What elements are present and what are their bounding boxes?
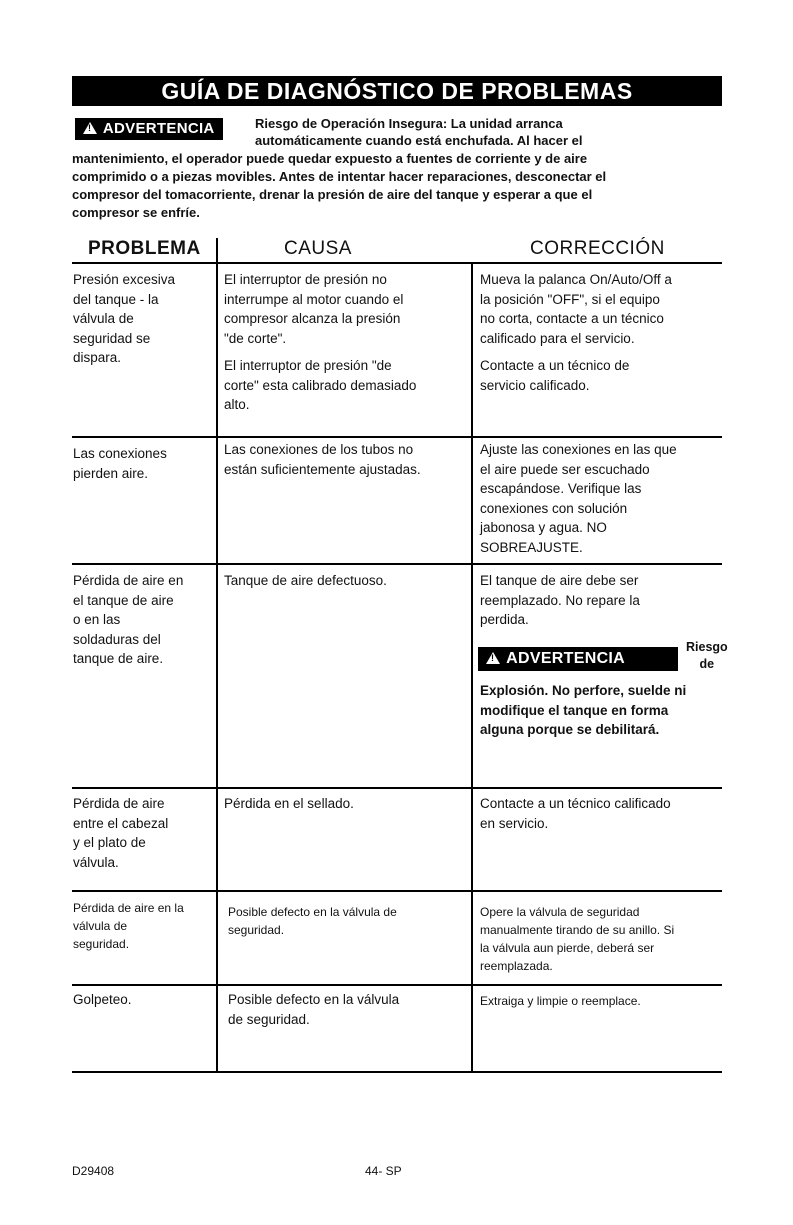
table-rule: [72, 436, 722, 438]
page-title: GUÍA DE DIAGNÓSTICO DE PROBLEMAS: [72, 76, 722, 106]
row5-cause: Posible defecto en la válvula de seguridad.: [228, 905, 397, 937]
warning-body: mantenimiento, el operador puede quedar expuesto a fuentes de corriente y de aire comprimido o a piezas movibles. Antes de intentar hacer reparaciones, desconectar el compresor del tomacorriente, drenar la presión de aire del tanque y esperar a que el compresor se enfríe.: [72, 151, 607, 220]
row2-problem: Las conexiones pierden aire.: [73, 446, 167, 481]
document-code: D29408: [72, 1164, 115, 1178]
row1-cause: El interruptor de presión no interrumpe al motor cuando el compresor alcanza la presión "de corte". El interruptor de presión "de corte" esta calibrado demasiado alto.: [224, 272, 417, 412]
table-rule: [72, 1071, 722, 1073]
table-rule: [72, 262, 722, 264]
explosion-risk-label: Riesgo de: [686, 640, 728, 671]
header-problem: PROBLEMA: [88, 238, 201, 259]
page-number: 44- SP: [365, 1164, 402, 1178]
warning-line-1: Riesgo de Operación Insegura: La unidad arranca: [255, 116, 563, 131]
row4-correction: Contacte a un técnico calificado en servicio.: [480, 796, 671, 831]
header-cause: CAUSA: [284, 238, 352, 259]
row1-correction: Mueva la palanca On/Auto/Off a la posición "OFF", si el equipo no corta, contacte a un técnico calificado para el servicio. Contacte a un técnico de servicio calificado.: [480, 272, 672, 393]
table-rule: [72, 787, 722, 789]
row2-correction: Ajuste las conexiones en las que el aire puede ser escuchado escapándose. Verifique las conexiones con solución jabonosa y agua. NO SOBREAJUSTE.: [480, 442, 677, 555]
column-divider: [471, 262, 473, 1071]
warning-badge-label: ADVERTENCIA: [102, 120, 215, 137]
row5-correction: Opere la válvula de seguridad manualmente tirando de su anillo. Si la válvula aun pierde, deberá ser reemplazada.: [480, 905, 675, 973]
row3-problem: Pérdida de aire en el tanque de aire o en las soldaduras del tanque de aire.: [73, 573, 184, 666]
warning-triangle-icon: [486, 652, 500, 664]
explosion-warning-text: Explosión. No perfore, suelde ni modifique el tanque en forma alguna porque se debilitará.: [480, 683, 687, 737]
warning-badge: [75, 118, 223, 140]
row4-cause: Pérdida en el sellado.: [224, 796, 354, 811]
column-divider: [216, 238, 218, 1071]
header-correction: CORRECCIÓN: [530, 238, 665, 259]
row2-cause: Las conexiones de los tubos no están suficientemente ajustadas.: [224, 442, 421, 477]
warning-line-2: automáticamente cuando está enchufada. Al hacer el: [255, 133, 583, 148]
row5-problem: Pérdida de aire en la válvula de seguridad.: [73, 901, 184, 951]
row6-correction: Extraiga y limpie o reemplace.: [480, 994, 641, 1008]
row3-correction: El tanque de aire debe ser reemplazado. No repare la perdida.: [480, 573, 640, 627]
table-rule: [72, 984, 722, 986]
row4-problem: Pérdida de aire entre el cabezal y el plato de válvula.: [73, 796, 169, 870]
row1-problem: Presión excesiva del tanque - la válvula de seguridad se dispara.: [73, 272, 176, 365]
explosion-warning-label: ADVERTENCIA: [506, 650, 626, 667]
warning-triangle-icon: [83, 122, 97, 134]
table-rule: [72, 890, 722, 892]
row6-problem: Golpeteo.: [73, 992, 132, 1007]
explosion-warning-badge: [478, 647, 678, 671]
row6-cause: Posible defecto en la válvula de seguridad.: [228, 992, 400, 1027]
row3-cause: Tanque de aire defectuoso.: [224, 573, 387, 588]
table-rule: [72, 563, 722, 565]
